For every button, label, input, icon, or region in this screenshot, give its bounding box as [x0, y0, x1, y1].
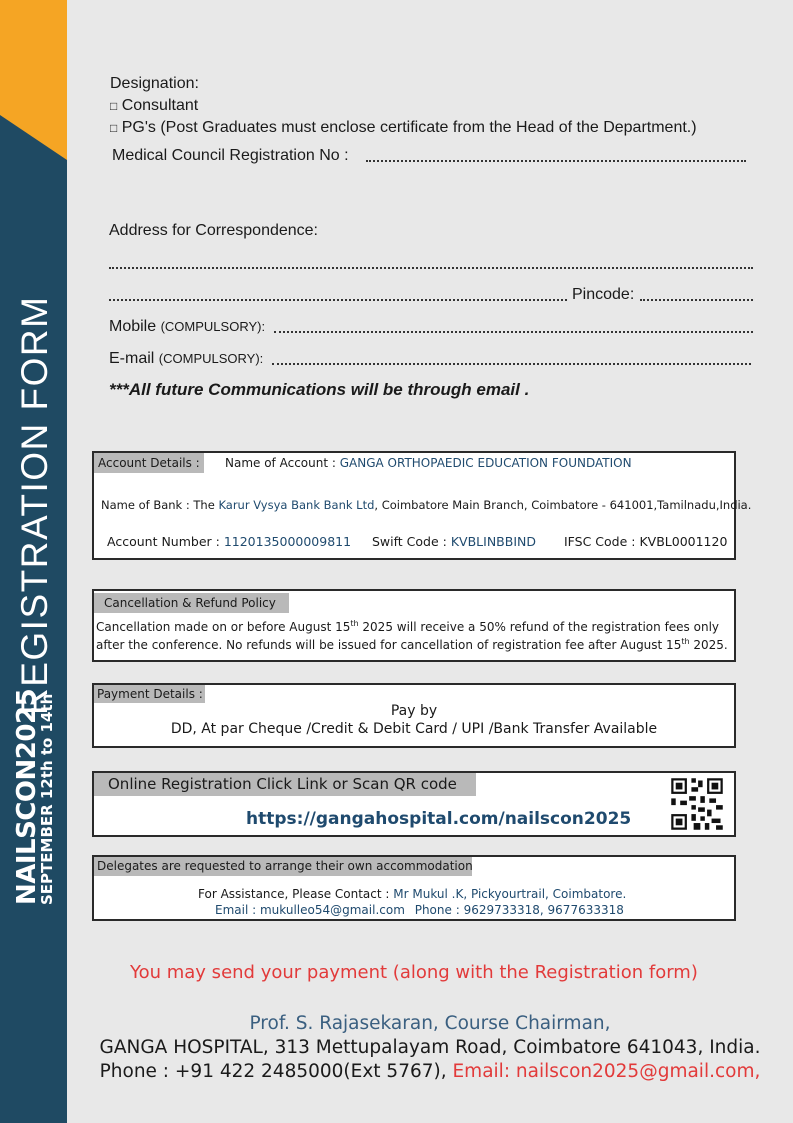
address-field-line-2[interactable] — [109, 299, 567, 301]
cancellation-text: 2025 will receive a 50% refund of the registration fees only — [358, 620, 720, 634]
send-payment-note: You may send your payment (along with the Registration form) — [130, 962, 698, 983]
online-registration-box — [92, 771, 736, 837]
assist-email-label: Email : — [215, 903, 260, 917]
orange-corner-accent — [0, 0, 67, 160]
registration-link[interactable]: https://gangahospital.com/nailscon2025 — [246, 809, 632, 829]
sidebar-banner — [0, 0, 67, 1123]
assist-email-value[interactable]: mukulleo54@gmail.com — [259, 903, 405, 917]
designation-pg-option[interactable] — [110, 119, 697, 137]
account-name-row — [225, 456, 632, 470]
account-details-tag: Account Details : — [94, 453, 204, 473]
assist-phone-value: 9629733318, 9677633318 — [463, 903, 624, 917]
assist-phone-label: Phone : — [414, 903, 464, 917]
cancellation-text: Cancellation made on or before August 15 — [96, 620, 351, 634]
account-name-value: GANGA ORTHOPAEDIC EDUCATION FOUNDATION — [339, 456, 632, 470]
mobile-compulsory-note: (COMPULSORY): — [160, 319, 266, 334]
email-field[interactable] — [272, 363, 751, 365]
pay-by-label: Pay by — [390, 703, 438, 719]
swift-code-label: Swift Code : — [372, 534, 451, 549]
mcr-field[interactable] — [366, 160, 746, 162]
assistance-contact-value: Mr Mukul .K, Pickyourtrail, Coimbatore. — [393, 887, 627, 901]
payment-methods-text — [94, 703, 734, 737]
superscript: th — [681, 637, 690, 646]
ifsc-code-label: IFSC Code : — [564, 534, 640, 549]
registration-form-title: REGISTRATION FORM — [14, 295, 55, 715]
qr-code-icon[interactable] — [669, 776, 725, 832]
swift-code-value: KVBLINBBIND — [450, 534, 536, 549]
mobile-label-group — [109, 318, 265, 336]
assistance-email-phone-row — [215, 903, 624, 917]
footer-contact-block — [67, 1012, 793, 1084]
account-name-label: Name of Account : — [225, 456, 340, 470]
email-communication-note: ***All future Communications will be through email . — [109, 380, 530, 399]
checkbox-icon[interactable]: □ — [110, 99, 118, 113]
designation-consultant-option[interactable] — [110, 97, 198, 115]
email-label-group — [109, 350, 263, 368]
cancellation-text: after the conference. No refunds will be issued for cancellation of registration fee after August 15 — [96, 638, 682, 652]
payment-details-box — [92, 683, 736, 748]
cancellation-text: 2025. — [689, 638, 728, 652]
mcr-label: Medical Council Registration No : — [112, 147, 349, 164]
ifsc-code-value: KVBL0001120 — [639, 534, 728, 549]
pincode-label: Pincode: — [572, 286, 635, 303]
account-number-row — [107, 534, 351, 549]
event-logo: NAILSCON2025 — [12, 688, 42, 905]
event-dates: SEPTEMBER 12th to 14th — [38, 693, 56, 905]
swift-code-row — [372, 534, 536, 549]
pincode-field[interactable] — [640, 299, 753, 301]
pg-label: PG's (Post Graduates must enclose certificate from the Head of the Department.) — [121, 119, 697, 136]
cancellation-line-1 — [96, 619, 719, 634]
phone-email-row — [67, 1060, 793, 1084]
accommodation-box — [92, 855, 736, 921]
assistance-label: For Assistance, Please Contact : — [198, 887, 394, 901]
footer-phone: Phone : +91 422 2485000(Ext 5767), — [99, 1061, 447, 1082]
email-compulsory-note: (COMPULSORY): — [158, 351, 264, 366]
payment-methods-list: DD, At par Cheque /Credit & Debit Card / UPI /Bank Transfer Available — [170, 721, 658, 737]
ifsc-code-row — [564, 534, 727, 549]
email-label: E-mail — [109, 350, 155, 367]
accommodation-tag: Delegates are requested to arrange their own accommodation — [94, 857, 472, 876]
bank-label: Name of Bank : The — [101, 498, 219, 512]
chairman-name: Prof. S. Rajasekaran, Course Chairman, — [249, 1013, 611, 1034]
consultant-label: Consultant — [121, 97, 199, 114]
cancellation-line-2 — [96, 637, 728, 652]
address-field-line-1[interactable] — [109, 267, 753, 269]
mobile-label: Mobile — [109, 318, 157, 335]
address-label: Address for Correspondence: — [109, 222, 318, 239]
account-number-value: 1120135000009811 — [223, 534, 352, 549]
designation-label: Designation: — [110, 75, 199, 92]
superscript: th — [350, 619, 359, 628]
bank-name-value: Karur Vysya Bank Bank Ltd — [218, 498, 375, 512]
bank-name-row — [101, 498, 751, 512]
cancellation-tag: Cancellation & Refund Policy — [94, 593, 289, 613]
account-details-box — [92, 451, 752, 560]
payment-details-tag: Payment Details : — [94, 685, 205, 703]
cancellation-policy-box — [92, 589, 736, 662]
account-number-label: Account Number : — [107, 534, 224, 549]
checkbox-icon[interactable]: □ — [110, 121, 118, 135]
hospital-address: GANGA HOSPITAL, 313 Mettupalayam Road, Coimbatore 641043, India. — [99, 1037, 761, 1058]
assistance-contact-row — [198, 887, 626, 901]
mobile-field[interactable] — [274, 331, 753, 333]
online-registration-tag: Online Registration Click Link or Scan QR code — [94, 773, 476, 796]
bank-branch-value: , Coimbatore Main Branch, Coimbatore - 641001,Tamilnadu,India. — [374, 498, 752, 512]
footer-email[interactable]: Email: nailscon2025@gmail.com, — [446, 1061, 761, 1082]
